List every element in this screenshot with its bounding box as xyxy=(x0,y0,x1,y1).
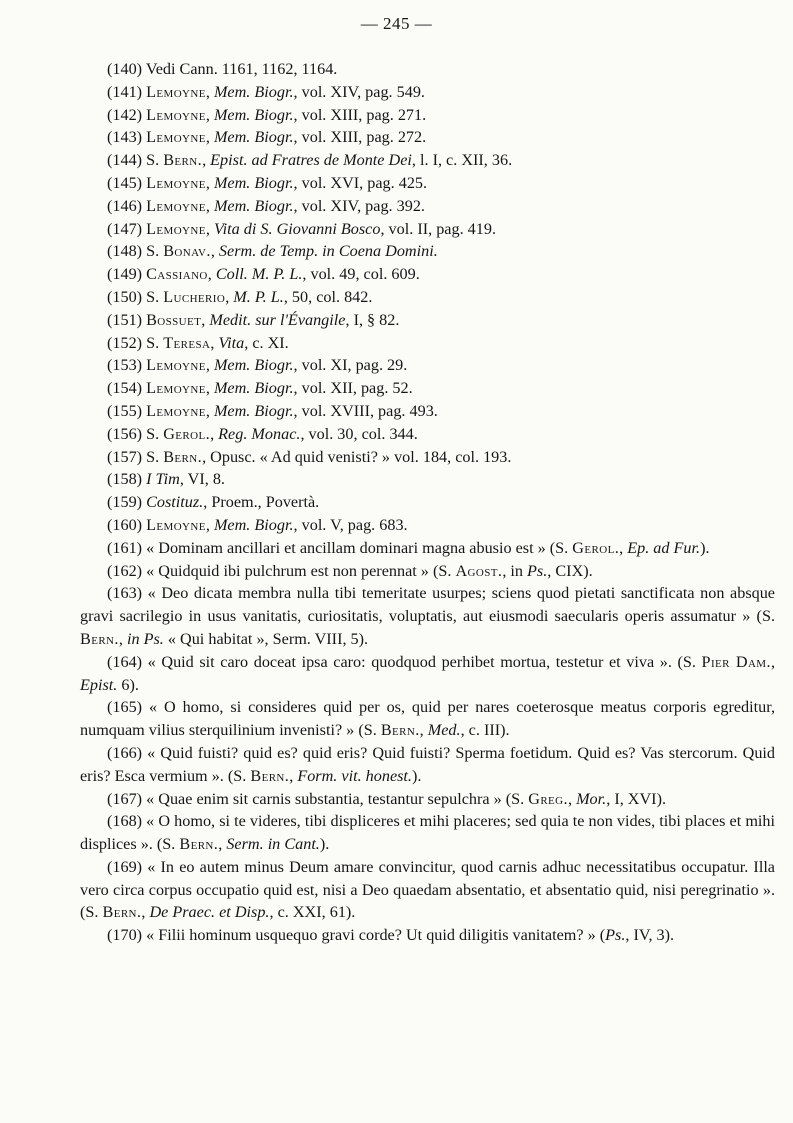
author-name: Lemoyne xyxy=(146,128,206,147)
work-title: Ep. ad Fur. xyxy=(627,538,701,557)
note-text: , xyxy=(210,424,219,443)
endnote-155 xyxy=(80,400,775,423)
note-text: , 50, col. 842. xyxy=(283,287,373,306)
author-name: Gerol. xyxy=(163,424,211,443)
endnote-157 xyxy=(80,446,775,469)
author-name: Lemoyne xyxy=(146,196,206,215)
note-text: (167) « Quae enim sit carnis substantia, testantur sepulchra » (S. xyxy=(107,789,529,808)
note-text: (169) « In eo autem minus Deum amare convincitur, quod carnis adhuc necessitatibus occupatur. Illa vero circa corpus occupatio quid est, nisi a Deo quaedam absentatio, et absentatio quid, nisi peregrinatio ». (S. xyxy=(80,857,775,922)
note-text: (168) « O homo, si te videres, tibi displiceres et mihi placeres; sed quia te non vides, tibi places et mihi displices ». (S. xyxy=(80,812,775,854)
note-text: , xyxy=(205,401,214,420)
endnote-166 xyxy=(80,742,775,788)
author-name: Bern. xyxy=(179,835,219,854)
endnote-150 xyxy=(80,286,775,309)
work-title: Mem. Biogr. xyxy=(213,196,294,215)
author-name: Gerol. xyxy=(572,538,620,557)
note-text: , vol. V, pag. 683. xyxy=(293,515,408,534)
work-title: Mem. Biogr. xyxy=(213,356,294,375)
endnote-154 xyxy=(80,377,775,400)
note-text: (162) « Quidquid ibi pulchrum est non perennat » (S. xyxy=(107,561,456,580)
endnote-143 xyxy=(80,126,775,149)
note-text: , xyxy=(205,356,214,375)
endnote-152 xyxy=(80,332,775,355)
author-name: Bern. xyxy=(80,629,119,648)
note-text: (170) « Filii hominum usquequo gravi corde? Ut quid diligitis vanitatem? » ( xyxy=(107,926,606,945)
endnote-170 xyxy=(80,924,775,947)
note-text: , xyxy=(210,242,219,261)
author-name: Lemoyne xyxy=(146,356,206,375)
page-number: — 245 — xyxy=(360,14,433,33)
work-title: Form. vit. honest. xyxy=(297,766,412,785)
work-title: Medit. sur l'Évangile xyxy=(209,310,346,329)
endnote-149 xyxy=(80,263,775,286)
note-text: , xyxy=(205,379,214,398)
note-text: , xyxy=(207,265,216,284)
note-text: , xyxy=(770,652,775,671)
author-name: Pier Dam. xyxy=(701,652,771,671)
endnote-160 xyxy=(80,514,775,537)
work-title: Mem. Biogr. xyxy=(213,128,294,147)
note-text: , Proem., Povertà. xyxy=(203,493,320,512)
note-text: (164) « Quid sit caro doceat ipsa caro: quodquod perhibet mortua, testetur et viva ». (S. xyxy=(107,652,702,671)
work-title: Serm. de Temp. in Coena Domini. xyxy=(218,242,438,261)
note-text: (150) S. xyxy=(107,287,164,306)
note-text: « Qui habitat », Serm. VIII, 5). xyxy=(163,629,369,648)
endnote-147 xyxy=(80,218,775,241)
note-text: , xyxy=(289,766,298,785)
note-text: (146) xyxy=(107,196,147,215)
endnote-148 xyxy=(80,240,775,263)
endnote-162 xyxy=(80,560,775,583)
note-text: , vol. XI, pag. 29. xyxy=(293,356,408,375)
note-text: (145) xyxy=(107,173,147,192)
work-title: Mem. Biogr. xyxy=(213,379,294,398)
note-text: , xyxy=(202,151,211,170)
note-text: , xyxy=(619,538,628,557)
note-text: , vol. 49, col. 609. xyxy=(302,265,420,284)
author-name: Lemoyne xyxy=(146,401,206,420)
author-name: Lemoyne xyxy=(146,82,206,101)
work-title: Ps. xyxy=(605,926,626,945)
note-text: (156) S. xyxy=(107,424,164,443)
endnote-161 xyxy=(80,537,775,560)
note-text: , vol. XII, pag. 52. xyxy=(293,379,413,398)
note-text: (149) xyxy=(107,265,147,284)
note-text: , l. I, c. XII, 36. xyxy=(411,151,513,170)
note-text: (151) xyxy=(107,310,147,329)
note-text: , xyxy=(205,128,214,147)
note-text: (152) S. xyxy=(107,333,164,352)
note-text: , xyxy=(205,82,214,101)
note-text: ). xyxy=(411,766,422,785)
work-title: in Ps. xyxy=(126,629,164,648)
author-name: Bern. xyxy=(163,151,203,170)
endnote-144 xyxy=(80,149,775,172)
work-title: De Praec. et Disp. xyxy=(149,903,270,922)
author-name: Cassiano xyxy=(146,265,208,284)
note-text: , xyxy=(205,196,214,215)
note-text: , xyxy=(118,629,127,648)
note-text: (157) S. xyxy=(107,447,164,466)
note-text: ). xyxy=(319,835,330,854)
note-text: , vol. II, pag. 419. xyxy=(380,219,496,238)
note-text: , xyxy=(201,310,210,329)
note-text: , VI, 8. xyxy=(179,470,225,489)
author-name: Bern. xyxy=(102,903,142,922)
work-title: Mem. Biogr. xyxy=(213,82,294,101)
endnote-140 xyxy=(80,58,775,81)
note-text: (141) xyxy=(107,82,147,101)
note-text: , I, XVI). xyxy=(606,789,667,808)
author-name: Lemoyne xyxy=(146,105,206,124)
note-text: (160) xyxy=(107,515,147,534)
author-name: Lemoyne xyxy=(146,379,206,398)
note-text: , xyxy=(205,515,214,534)
note-text: , vol. XIII, pag. 271. xyxy=(293,105,427,124)
note-text: (166) « Quid fuisti? quid es? quid eris? Quid fuisti? Sperma foetidum. Quid es? Vas stercorum. Quid eris? Esca vermium ». (S. xyxy=(80,743,775,785)
author-name: Lemoyne xyxy=(146,515,206,534)
note-text: , c. XXI, 61). xyxy=(269,903,356,922)
work-title: Mem. Biogr. xyxy=(213,173,294,192)
endnote-163 xyxy=(80,582,775,650)
note-text: 6). xyxy=(117,675,139,694)
note-text: , xyxy=(567,789,577,808)
note-text: , in xyxy=(502,561,528,580)
author-name: Lemoyne xyxy=(146,173,206,192)
endnote-156 xyxy=(80,423,775,446)
work-title: Coll. M. P. L. xyxy=(215,265,303,284)
work-title: M. P. L. xyxy=(233,287,284,306)
author-name: Agost. xyxy=(455,561,503,580)
note-text: , CIX). xyxy=(547,561,593,580)
author-name: Bern. xyxy=(380,721,420,740)
note-text: (143) xyxy=(107,128,147,147)
author-name: Lucherio xyxy=(163,287,226,306)
note-text: (147) xyxy=(107,219,147,238)
note-text: , xyxy=(205,219,214,238)
note-text: , xyxy=(218,835,227,854)
author-name: Lemoyne xyxy=(146,219,206,238)
endnote-141 xyxy=(80,81,775,104)
note-text: , xyxy=(210,333,219,352)
work-title: Serm. in Cant. xyxy=(226,835,320,854)
note-text: , xyxy=(205,173,214,192)
work-title: Mem. Biogr. xyxy=(213,105,294,124)
note-text: , vol. XVI, pag. 425. xyxy=(293,173,428,192)
note-text: (165) « O homo, si consideres quid per os, quid per nares coeterosque meatus corporis egreditur, numquam vilius sterquilinium invenisti? » (S. xyxy=(80,698,775,740)
note-text: (161) « Dominam ancillari et ancillam dominari magna abusio est » (S. xyxy=(107,538,573,557)
note-text: (163) « Deo dicata membra nulla tibi temeritate usurpes; sciens quod pietati sanctificata non absque gravi sacrilegio in usus vanitatis, curiositatis, voluptatis, aut eiusmodi saecularis operis assumatur » (S. xyxy=(80,584,775,626)
note-text: , xyxy=(205,105,214,124)
endnote-158 xyxy=(80,468,775,491)
endnotes-list xyxy=(80,58,775,947)
note-text: , vol. XVIII, pag. 493. xyxy=(293,401,438,420)
work-title: Med. xyxy=(427,721,461,740)
endnote-159 xyxy=(80,491,775,514)
work-title: Vita di S. Giovanni Bosco xyxy=(213,219,381,238)
work-title: Mem. Biogr. xyxy=(213,401,294,420)
work-title: Costituz. xyxy=(146,493,204,512)
note-text: (140) Vedi Cann. 1161, 1162, 1164. xyxy=(107,60,338,78)
note-text: , c. III). xyxy=(460,721,510,740)
endnote-153 xyxy=(80,354,775,377)
note-text: , vol. 30, col. 344. xyxy=(300,424,418,443)
author-name: Bonav. xyxy=(163,242,211,261)
note-text: , Opusc. « Ad quid venisti? » vol. 184, col. 193. xyxy=(202,447,512,466)
note-text: , xyxy=(141,903,150,922)
endnote-169 xyxy=(80,856,775,924)
endnote-168 xyxy=(80,810,775,856)
note-text: , xyxy=(419,721,428,740)
note-text: , c. XI. xyxy=(244,333,289,352)
note-text: (154) xyxy=(107,379,147,398)
note-text: , vol. XIV, pag. 549. xyxy=(293,82,425,101)
note-text: , vol. XIV, pag. 392. xyxy=(293,196,425,215)
work-title: Epist. ad Fratres de Monte Dei xyxy=(210,151,412,170)
work-title: Mem. Biogr. xyxy=(213,515,294,534)
work-title: Vita xyxy=(218,333,245,352)
note-text: , IV, 3). xyxy=(625,926,675,945)
endnote-167 xyxy=(80,788,775,811)
note-text: , xyxy=(225,287,234,306)
work-title: Epist. xyxy=(80,675,118,694)
endnote-164 xyxy=(80,651,775,697)
work-title: Reg. Monac. xyxy=(218,424,301,443)
endnote-151 xyxy=(80,309,775,332)
author-name: Bossuet xyxy=(146,310,202,329)
author-name: Bern. xyxy=(163,447,203,466)
note-text: (159) xyxy=(107,493,147,512)
author-name: Bern. xyxy=(250,766,290,785)
note-text: (144) S. xyxy=(107,151,164,170)
work-title: Ps. xyxy=(527,561,548,580)
note-text: (155) xyxy=(107,401,147,420)
endnote-142 xyxy=(80,104,775,127)
endnote-145 xyxy=(80,172,775,195)
note-text: (148) S. xyxy=(107,242,164,261)
endnote-165 xyxy=(80,696,775,742)
work-title: Mor. xyxy=(576,789,607,808)
author-name: Teresa xyxy=(163,333,211,352)
author-name: Greg. xyxy=(528,789,568,808)
note-text: (153) xyxy=(107,356,147,375)
endnote-146 xyxy=(80,195,775,218)
note-text: (142) xyxy=(107,105,147,124)
note-text: , I, § 82. xyxy=(345,310,400,329)
note-text: (158) xyxy=(107,470,147,489)
work-title: I Tim xyxy=(146,470,180,489)
note-text: , vol. XIII, pag. 272. xyxy=(293,128,427,147)
note-text: ). xyxy=(700,538,710,557)
